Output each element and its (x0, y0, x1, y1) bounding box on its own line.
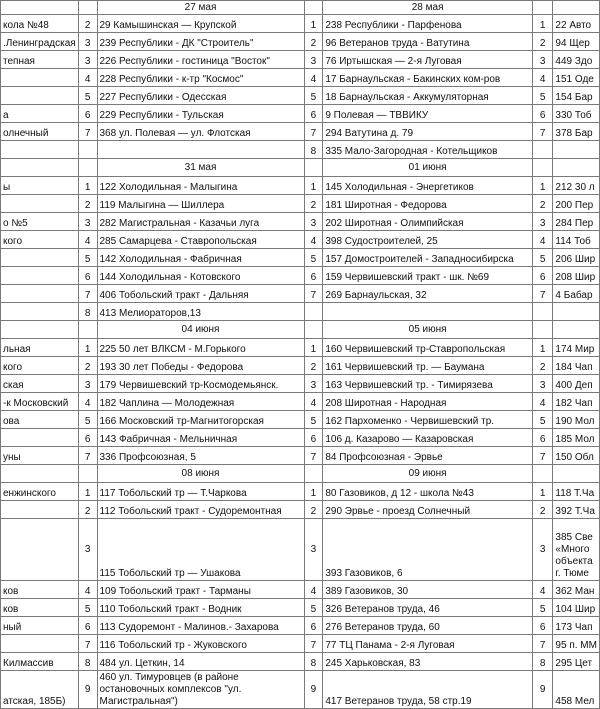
route-cell-day1[interactable]: 179 Червишевский тр-Космодемьянск. (97, 375, 304, 393)
table-row (1, 617, 600, 635)
stop-number[interactable]: 5 (304, 599, 323, 617)
date-header[interactable]: 04 июня (97, 321, 304, 339)
stop-number[interactable]: 1 (304, 15, 323, 33)
route-cell-next[interactable]: 4 Бабар (553, 285, 600, 303)
stop-number[interactable]: 6 (304, 105, 323, 123)
stop-number[interactable] (304, 303, 323, 321)
route-cell-prev[interactable]: -к Московский (1, 393, 79, 411)
stop-number[interactable]: 6 (78, 429, 97, 447)
route-cell-day2[interactable]: 76 Иртышская — 2-я Луговая (323, 51, 533, 69)
stop-number[interactable]: 1 (532, 339, 553, 357)
route-cell-next[interactable]: 449 Здо (553, 51, 600, 69)
route-cell-next[interactable]: 212 30 л (553, 177, 600, 195)
table-row (1, 249, 600, 267)
stop-number[interactable]: 7 (78, 123, 97, 141)
blank-cell[interactable] (78, 465, 97, 483)
stop-number[interactable]: 5 (78, 249, 97, 267)
stop-number[interactable]: 2 (532, 501, 553, 519)
stop-number[interactable] (532, 303, 553, 321)
route-cell-next[interactable]: 385 Све «Много объекта г. Тюме (553, 519, 600, 581)
date-header[interactable]: 31 мая (97, 159, 304, 177)
route-cell-day1[interactable]: 282 Магистральная - Казачьи луга (97, 213, 304, 231)
route-cell-day1[interactable]: 116 Тобольский тр - Жуковского (97, 635, 304, 653)
stop-number[interactable]: 8 (78, 653, 97, 671)
route-cell-day1[interactable]: 460 ул. Тимуровцев (в районе остановочных комплексов "ул. Магистральная") (97, 671, 304, 709)
route-cell-day1[interactable] (97, 141, 304, 159)
stop-number[interactable]: 4 (304, 393, 323, 411)
table-row (1, 483, 600, 501)
date-header-row (1, 159, 600, 177)
route-cell-day1[interactable]: 484 ул. Цеткин, 14 (97, 653, 304, 671)
stop-number[interactable]: 1 (532, 483, 553, 501)
stop-number[interactable]: 1 (304, 483, 323, 501)
route-cell-day1[interactable]: 142 Холодильная - Фабричная (97, 249, 304, 267)
table-row (1, 501, 600, 519)
date-header[interactable]: 27 мая (97, 1, 304, 15)
route-cell-day1[interactable]: 29 Камышинская — Крупской (97, 15, 304, 33)
table-row (1, 105, 600, 123)
route-cell-prev[interactable] (1, 285, 79, 303)
route-cell-day2[interactable]: 161 Червишевский тр. — Баумана (323, 357, 533, 375)
route-cell-day1[interactable]: 226 Республики - гостиница "Восток" (97, 51, 304, 69)
stop-number[interactable]: 2 (78, 195, 97, 213)
blank-cell[interactable] (553, 321, 600, 339)
route-cell-next[interactable]: 208 Шир (553, 267, 600, 285)
date-header[interactable]: 05 июня (323, 321, 533, 339)
route-cell-prev[interactable]: ы (1, 177, 79, 195)
route-cell-day1[interactable]: 368 ул. Полевая — ул. Флотская (97, 123, 304, 141)
route-cell-prev[interactable]: ный (1, 617, 79, 635)
stop-number[interactable]: 4 (304, 581, 323, 599)
route-cell-day2[interactable]: 238 Республики - Парфенова (323, 15, 533, 33)
stop-number[interactable]: 7 (78, 285, 97, 303)
stop-number[interactable]: 3 (532, 51, 553, 69)
blank-cell[interactable] (304, 1, 323, 15)
route-cell-next[interactable]: 114 Тоб (553, 231, 600, 249)
route-cell-next[interactable]: 104 Шир (553, 599, 600, 617)
stop-number[interactable] (78, 141, 97, 159)
route-cell-day1[interactable]: 115 Тобольский тр — Ушакова (97, 519, 304, 581)
stop-number[interactable]: 9 (78, 671, 97, 709)
stop-number[interactable]: 2 (532, 33, 553, 51)
route-cell-next[interactable]: 118 Т.Ча (553, 483, 600, 501)
route-cell-next[interactable]: 151 Оде (553, 69, 600, 87)
route-cell-day2[interactable]: 145 Холодильная - Энергетиков (323, 177, 533, 195)
route-cell-day1[interactable]: 166 Московский тр-Магнитогорская (97, 411, 304, 429)
blank-cell[interactable] (553, 1, 600, 15)
route-cell-day2[interactable]: 157 Домостроителей - Западносибирска (323, 249, 533, 267)
stop-number[interactable]: 2 (304, 33, 323, 51)
date-header[interactable]: 09 июня (323, 465, 533, 483)
route-cell-next[interactable]: 378 Бар (553, 123, 600, 141)
route-cell-day1[interactable]: 144 Холодильная - Котовского (97, 267, 304, 285)
route-cell-day2[interactable]: 269 Барнаульская, 32 (323, 285, 533, 303)
blank-cell[interactable] (1, 465, 79, 483)
route-cell-day1[interactable]: 143 Фабричная - Мельничная (97, 429, 304, 447)
route-cell-day1[interactable]: 227 Республики - Одесская (97, 87, 304, 105)
stop-number[interactable]: 3 (304, 213, 323, 231)
date-header-row (1, 465, 600, 483)
route-cell-next[interactable] (553, 303, 600, 321)
route-cell-day2[interactable]: 398 Судостроителей, 25 (323, 231, 533, 249)
route-cell-day2[interactable]: 326 Ветеранов труда, 46 (323, 599, 533, 617)
route-cell-day2[interactable]: 290 Эрвье - проезд Солнечный (323, 501, 533, 519)
route-cell-day1[interactable]: 406 Тобольский тракт - Дальняя (97, 285, 304, 303)
stop-number[interactable]: 5 (304, 411, 323, 429)
stop-number[interactable]: 3 (78, 213, 97, 231)
stop-number[interactable]: 7 (304, 285, 323, 303)
route-cell-day1[interactable]: 336 Профсоюзная, 5 (97, 447, 304, 465)
stop-number[interactable]: 5 (78, 87, 97, 105)
route-cell-prev[interactable]: ков (1, 581, 79, 599)
route-cell-prev[interactable]: атская, 185Б) (1, 671, 79, 709)
table-row (1, 599, 600, 617)
route-cell-next[interactable]: 184 Чап (553, 357, 600, 375)
blank-cell[interactable] (304, 465, 323, 483)
stop-number[interactable]: 3 (532, 213, 553, 231)
stop-number[interactable]: 5 (532, 249, 553, 267)
route-cell-prev[interactable] (1, 429, 79, 447)
stop-number[interactable]: 8 (304, 141, 323, 159)
blank-cell[interactable] (304, 159, 323, 177)
route-cell-next[interactable]: 295 Цет (553, 653, 600, 671)
date-header[interactable]: 28 мая (323, 1, 533, 15)
route-cell-day1[interactable]: 119 Малыгина — Шиллера (97, 195, 304, 213)
table-row (1, 447, 600, 465)
route-cell-next[interactable]: 22 Авто (553, 15, 600, 33)
stop-number[interactable]: 3 (532, 375, 553, 393)
route-cell-day2[interactable]: 276 Ветеранов труда, 60 (323, 617, 533, 635)
route-cell-prev[interactable] (1, 249, 79, 267)
route-cell-day1[interactable]: 285 Самарцева - Ставропольская (97, 231, 304, 249)
stop-number[interactable]: 3 (78, 51, 97, 69)
route-cell-day2[interactable]: 162 Пархоменко - Червишевский тр. (323, 411, 533, 429)
stop-number[interactable]: 5 (304, 249, 323, 267)
stop-number[interactable]: 7 (532, 123, 553, 141)
stop-number[interactable]: 6 (304, 429, 323, 447)
route-cell-day2[interactable]: 417 Ветеранов труда, 58 стр.19 (323, 671, 533, 709)
table-row (1, 393, 600, 411)
table-row (1, 429, 600, 447)
table-row (1, 581, 600, 599)
blank-cell[interactable] (304, 321, 323, 339)
route-cell-next[interactable]: 392 Т.Ча (553, 501, 600, 519)
route-cell-next[interactable]: 200 Пер (553, 195, 600, 213)
route-cell-next[interactable]: 190 Мол (553, 411, 600, 429)
route-cell-prev[interactable]: ская (1, 375, 79, 393)
stop-number[interactable] (532, 141, 553, 159)
route-cell-prev[interactable]: ова (1, 411, 79, 429)
stop-number[interactable]: 1 (78, 177, 97, 195)
table-row (1, 213, 600, 231)
stop-number[interactable]: 2 (304, 501, 323, 519)
stop-number[interactable]: 7 (532, 635, 553, 653)
route-cell-prev[interactable]: а (1, 105, 79, 123)
route-cell-day1[interactable]: 113 Судоремонт - Малинов.- Захарова (97, 617, 304, 635)
route-cell-day2[interactable]: 160 Червишевский тр-Ставропольская (323, 339, 533, 357)
route-cell-prev[interactable]: льная (1, 339, 79, 357)
stop-number[interactable]: 5 (304, 87, 323, 105)
route-cell-day1[interactable]: 122 Холодильная - Малыгина (97, 177, 304, 195)
route-cell-day1[interactable]: 182 Чаплина — Молодежная (97, 393, 304, 411)
route-cell-day1[interactable]: 193 30 лет Победы - Федорова (97, 357, 304, 375)
stop-number[interactable]: 7 (78, 447, 97, 465)
stop-number[interactable]: 6 (304, 617, 323, 635)
stop-number[interactable]: 6 (78, 617, 97, 635)
stop-number[interactable]: 7 (304, 635, 323, 653)
stop-number[interactable]: 1 (532, 15, 553, 33)
stop-number[interactable]: 6 (532, 617, 553, 635)
stop-number[interactable]: 7 (304, 447, 323, 465)
route-cell-prev[interactable]: Килмассив (1, 653, 79, 671)
route-cell-day1[interactable]: 112 Тобольский тракт - Судоремонтная (97, 501, 304, 519)
stop-number[interactable]: 4 (532, 69, 553, 87)
blank-cell[interactable] (532, 159, 553, 177)
stop-number[interactable]: 9 (532, 671, 553, 709)
route-cell-prev[interactable]: тепная (1, 51, 79, 69)
route-cell-next[interactable]: 330 Тоб (553, 105, 600, 123)
stop-number[interactable]: 4 (532, 581, 553, 599)
stop-number[interactable]: 7 (304, 123, 323, 141)
route-cell-next[interactable] (553, 141, 600, 159)
stop-number[interactable]: 5 (78, 599, 97, 617)
table-row (1, 411, 600, 429)
stop-number[interactable]: 3 (304, 519, 323, 581)
date-header[interactable]: 08 июня (97, 465, 304, 483)
route-cell-day1[interactable]: 229 Республики - Тульская (97, 105, 304, 123)
table-row (1, 33, 600, 51)
stop-number[interactable]: 4 (304, 69, 323, 87)
route-cell-day2[interactable]: 163 Червишевский тр. - Тимирязева (323, 375, 533, 393)
blank-cell[interactable] (1, 1, 79, 15)
stop-number[interactable]: 6 (532, 429, 553, 447)
route-cell-prev[interactable] (1, 87, 79, 105)
route-cell-prev[interactable]: ков (1, 599, 79, 617)
route-cell-prev[interactable] (1, 303, 79, 321)
route-cell-day2[interactable] (323, 303, 533, 321)
table-row (1, 267, 600, 285)
stop-number[interactable]: 1 (78, 483, 97, 501)
route-cell-day2[interactable]: 77 ТЦ Панама - 2-я Луговая (323, 635, 533, 653)
route-cell-day2[interactable]: 393 Газовиков, 6 (323, 519, 533, 581)
route-cell-day2[interactable]: 96 Ветеранов труда - Ватутина (323, 33, 533, 51)
stop-number[interactable]: 6 (78, 267, 97, 285)
route-cell-day2[interactable]: 106 д. Казарово — Казаровская (323, 429, 533, 447)
stop-number[interactable]: 2 (78, 501, 97, 519)
table-row (1, 671, 600, 709)
stop-number[interactable]: 5 (78, 411, 97, 429)
route-cell-day2[interactable]: 84 Профсоюзная - Эрвье (323, 447, 533, 465)
table-row (1, 375, 600, 393)
stop-number[interactable]: 3 (532, 519, 553, 581)
route-cell-day2[interactable]: 294 Ватутина д. 79 (323, 123, 533, 141)
table-row (1, 51, 600, 69)
route-cell-next[interactable]: 174 Мир (553, 339, 600, 357)
stop-number[interactable]: 6 (532, 267, 553, 285)
route-cell-next[interactable]: 400 Деп (553, 375, 600, 393)
stop-number[interactable]: 4 (78, 393, 97, 411)
route-cell-prev[interactable] (1, 267, 79, 285)
route-cell-prev[interactable] (1, 501, 79, 519)
stop-number[interactable]: 2 (304, 357, 323, 375)
stop-number[interactable]: 9 (304, 671, 323, 709)
route-cell-day1[interactable]: 117 Тобольский тр — Т.Чаркова (97, 483, 304, 501)
route-cell-prev[interactable]: кола №48 (1, 15, 79, 33)
stop-number[interactable]: 4 (78, 581, 97, 599)
stop-number[interactable]: 4 (78, 231, 97, 249)
table-row (1, 141, 600, 159)
route-cell-next[interactable]: 95 п. ММ (553, 635, 600, 653)
route-cell-prev[interactable]: кого (1, 231, 79, 249)
route-cell-next[interactable]: 182 Чап (553, 393, 600, 411)
blank-cell[interactable] (78, 159, 97, 177)
table-row (1, 231, 600, 249)
stop-number[interactable]: 7 (532, 447, 553, 465)
stop-number[interactable]: 6 (304, 267, 323, 285)
table-row (1, 69, 600, 87)
route-cell-next[interactable]: 185 Мол (553, 429, 600, 447)
route-cell-next[interactable]: 173 Чап (553, 617, 600, 635)
route-cell-day2[interactable]: 202 Широтная - Олимпийская (323, 213, 533, 231)
route-cell-day1[interactable]: 413 Мелиораторов,13 (97, 303, 304, 321)
table-row (1, 177, 600, 195)
stop-number[interactable]: 5 (532, 87, 553, 105)
stop-number[interactable]: 5 (532, 411, 553, 429)
table-row (1, 519, 600, 581)
blank-cell[interactable] (78, 1, 97, 15)
date-header[interactable]: 01 июня (323, 159, 533, 177)
stop-number[interactable]: 6 (78, 105, 97, 123)
route-cell-prev[interactable]: .Ленинградская (1, 33, 79, 51)
stop-number[interactable]: 8 (532, 653, 553, 671)
stop-number[interactable]: 2 (78, 357, 97, 375)
blank-cell[interactable] (553, 159, 600, 177)
route-cell-day2[interactable]: 159 Червишевский тракт - шк. №69 (323, 267, 533, 285)
stop-number[interactable]: 3 (78, 519, 97, 581)
table-row (1, 285, 600, 303)
route-cell-prev[interactable] (1, 519, 79, 581)
route-cell-day2[interactable]: 18 Барнаульская - Аккумуляторная (323, 87, 533, 105)
route-cell-next[interactable]: 362 Ман (553, 581, 600, 599)
blank-cell[interactable] (532, 465, 553, 483)
route-cell-prev[interactable] (1, 635, 79, 653)
route-cell-prev[interactable]: о №5 (1, 213, 79, 231)
route-cell-prev[interactable] (1, 69, 79, 87)
stop-number[interactable]: 3 (304, 375, 323, 393)
stop-number[interactable]: 2 (532, 357, 553, 375)
stop-number[interactable]: 5 (532, 599, 553, 617)
route-cell-next[interactable]: 284 Пер (553, 213, 600, 231)
route-cell-day2[interactable]: 245 Харьковская, 83 (323, 653, 533, 671)
date-header-row (1, 321, 600, 339)
route-cell-prev[interactable] (1, 195, 79, 213)
stop-number[interactable]: 1 (532, 177, 553, 195)
route-cell-prev[interactable]: уны (1, 447, 79, 465)
route-cell-day1[interactable]: 228 Республики - к-тр "Космос" (97, 69, 304, 87)
table-row (1, 357, 600, 375)
stop-number[interactable]: 2 (304, 195, 323, 213)
route-cell-day1[interactable]: 110 Тобольский тракт - Водник (97, 599, 304, 617)
stop-number[interactable]: 1 (78, 339, 97, 357)
stop-number[interactable]: 3 (304, 51, 323, 69)
route-cell-next[interactable]: 94 Щер (553, 33, 600, 51)
stop-number[interactable]: 6 (532, 105, 553, 123)
table-row (1, 339, 600, 357)
stop-number[interactable]: 4 (532, 393, 553, 411)
blank-cell[interactable] (1, 159, 79, 177)
route-cell-day2[interactable]: 389 Газовиков, 30 (323, 581, 533, 599)
stop-number[interactable]: 8 (304, 653, 323, 671)
route-cell-day2[interactable]: 9 Полевая — ТВВИКУ (323, 105, 533, 123)
route-cell-day2[interactable]: 208 Широтная - Народная (323, 393, 533, 411)
stop-number[interactable]: 1 (304, 177, 323, 195)
route-cell-day1[interactable]: 225 50 лет ВЛКСМ - М.Горького (97, 339, 304, 357)
route-cell-next[interactable]: 150 Обл (553, 447, 600, 465)
stop-number[interactable]: 4 (304, 231, 323, 249)
stop-number[interactable]: 2 (532, 195, 553, 213)
route-cell-next[interactable]: 206 Шир (553, 249, 600, 267)
route-cell-prev[interactable]: енжинского (1, 483, 79, 501)
blank-cell[interactable] (1, 321, 79, 339)
table-row (1, 635, 600, 653)
table-row (1, 303, 600, 321)
route-cell-day2[interactable]: 335 Мало-Загородная - Котельщиков (323, 141, 533, 159)
table-row (1, 15, 600, 33)
blank-cell[interactable] (553, 465, 600, 483)
stop-number[interactable]: 4 (78, 69, 97, 87)
stop-number[interactable]: 8 (78, 303, 97, 321)
stop-number[interactable]: 7 (532, 285, 553, 303)
route-cell-day1[interactable]: 109 Тобольский тракт - Тарманы (97, 581, 304, 599)
stop-number[interactable]: 7 (78, 635, 97, 653)
blank-cell[interactable] (78, 321, 97, 339)
date-header-row (1, 1, 600, 15)
table-row (1, 653, 600, 671)
blank-cell[interactable] (532, 321, 553, 339)
stop-number[interactable]: 4 (532, 231, 553, 249)
table-row (1, 87, 600, 105)
route-cell-prev[interactable]: олнечный (1, 123, 79, 141)
stop-number[interactable]: 3 (78, 375, 97, 393)
route-cell-day2[interactable]: 17 Барнаульская - Бакинских ком-ров (323, 69, 533, 87)
table-row (1, 123, 600, 141)
route-cell-day2[interactable]: 80 Газовиков, д 12 - школа №43 (323, 483, 533, 501)
stop-number[interactable]: 2 (78, 15, 97, 33)
route-cell-prev[interactable]: кого (1, 357, 79, 375)
route-cell-day2[interactable]: 181 Широтная - Федорова (323, 195, 533, 213)
blank-cell[interactable] (532, 1, 553, 15)
route-cell-prev[interactable] (1, 141, 79, 159)
route-cell-next[interactable]: 458 Мел (553, 671, 600, 709)
route-cell-day1[interactable]: 239 Республики - ДК "Строитель" (97, 33, 304, 51)
stop-number[interactable]: 1 (304, 339, 323, 357)
stop-number[interactable]: 3 (78, 33, 97, 51)
route-cell-next[interactable]: 154 Бар (553, 87, 600, 105)
table-row (1, 195, 600, 213)
